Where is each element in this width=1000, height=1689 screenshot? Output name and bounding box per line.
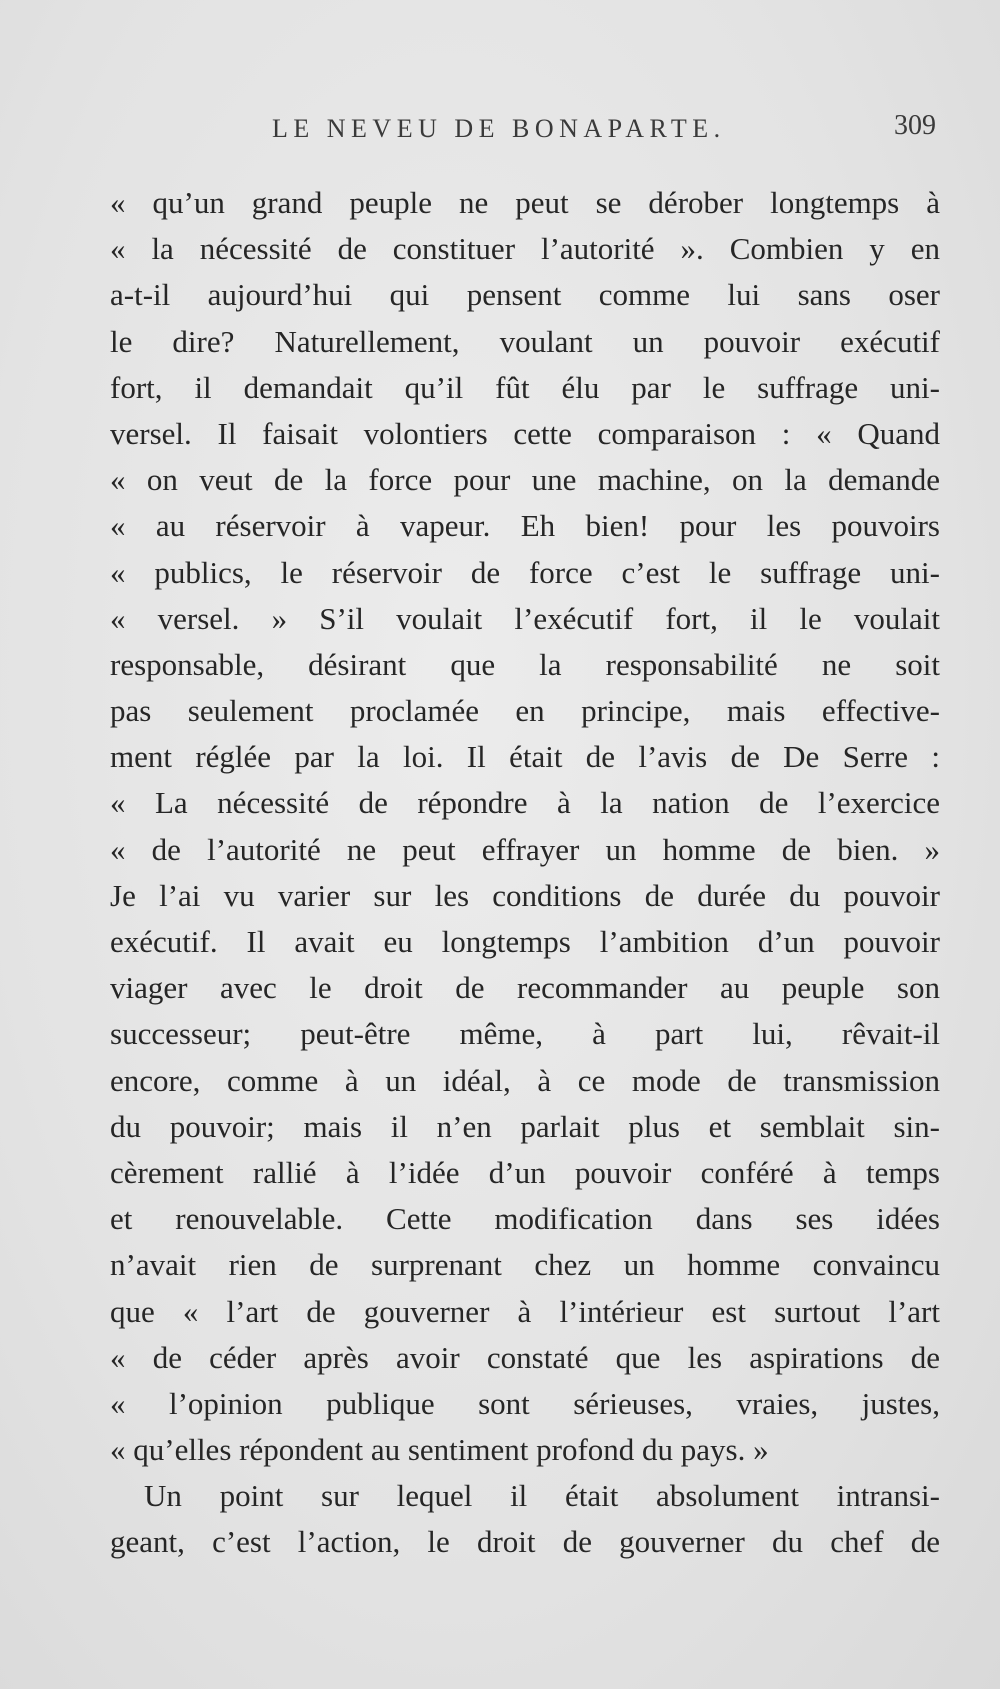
text-line: responsable, désirant que la responsabilité ne soit bbox=[110, 646, 940, 682]
text-line: fort, il demandait qu’il fût élu par le suffrage uni- bbox=[110, 369, 940, 405]
text-line: « La nécessité de répondre à la nation de l’exercice bbox=[110, 785, 940, 821]
text-line: « publics, le réservoir de force c’est le suffrage uni- bbox=[110, 554, 940, 590]
text-line: versel. Il faisait volontiers cette comparaison : « Quand bbox=[110, 415, 940, 451]
text-line: « la nécessité de constituer l’autorité ». Combien y en bbox=[110, 231, 940, 267]
text-line: Je l’ai vu varier sur les conditions de durée du pouvoir bbox=[110, 877, 940, 913]
text-line: « qu’elles répondent au sentiment profond du pays. » bbox=[110, 1432, 769, 1468]
text-line: « de l’autorité ne peut effrayer un homme de bien. » bbox=[110, 831, 940, 867]
text-line: cèrement rallié à l’idée d’un pouvoir conféré à temps bbox=[110, 1154, 940, 1190]
body-text bbox=[110, 180, 940, 1566]
text-line: viager avec le droit de recommander au peuple son bbox=[110, 970, 940, 1006]
text-line: du pouvoir; mais il n’en parlait plus et semblait sin- bbox=[110, 1108, 940, 1144]
text-line: que « l’art de gouverner à l’intérieur est surtout l’art bbox=[110, 1293, 940, 1329]
text-line: geant, c’est l’action, le droit de gouverner du chef de bbox=[110, 1524, 940, 1560]
page-number: 309 bbox=[894, 110, 936, 141]
text-line: le dire? Naturellement, voulant un pouvoir exécutif bbox=[110, 323, 940, 359]
text-line: exécutif. Il avait eu longtemps l’ambition d’un pouvoir bbox=[110, 924, 940, 959]
text-line: « qu’un grand peuple ne peut se dérober longtemps à bbox=[110, 185, 940, 220]
running-title: LE NEVEU DE BONAPARTE. bbox=[272, 114, 726, 143]
text-line: successeur; peut-être même, à part lui, rêvait-il bbox=[110, 1016, 940, 1052]
text-line: Un point sur lequel il était absolument intransi- bbox=[144, 1478, 940, 1514]
text-line: « au réservoir à vapeur. Eh bien! pour les pouvoirs bbox=[110, 508, 940, 544]
text-line: a-t-il aujourd’hui qui pensent comme lui sans oser bbox=[110, 277, 940, 313]
text-line: pas seulement proclamée en principe, mais effective- bbox=[110, 693, 940, 729]
text-line: ment réglée par la loi. Il était de l’avis de De Serre : bbox=[110, 739, 940, 775]
text-line: « versel. » S’il voulait l’exécutif fort, il le voulait bbox=[110, 600, 940, 636]
text-line: n’avait rien de surprenant chez un homme convaincu bbox=[110, 1247, 940, 1283]
text-line: « l’opinion publique sont sérieuses, vraies, justes, bbox=[110, 1385, 940, 1421]
text-line: et renouvelable. Cette modification dans ses idées bbox=[110, 1201, 940, 1237]
text-line: « on veut de la force pour une machine, on la demande bbox=[110, 462, 940, 498]
text-line: « de céder après avoir constaté que les aspirations de bbox=[110, 1339, 940, 1375]
text-line: encore, comme à un idéal, à ce mode de transmission bbox=[110, 1062, 940, 1098]
